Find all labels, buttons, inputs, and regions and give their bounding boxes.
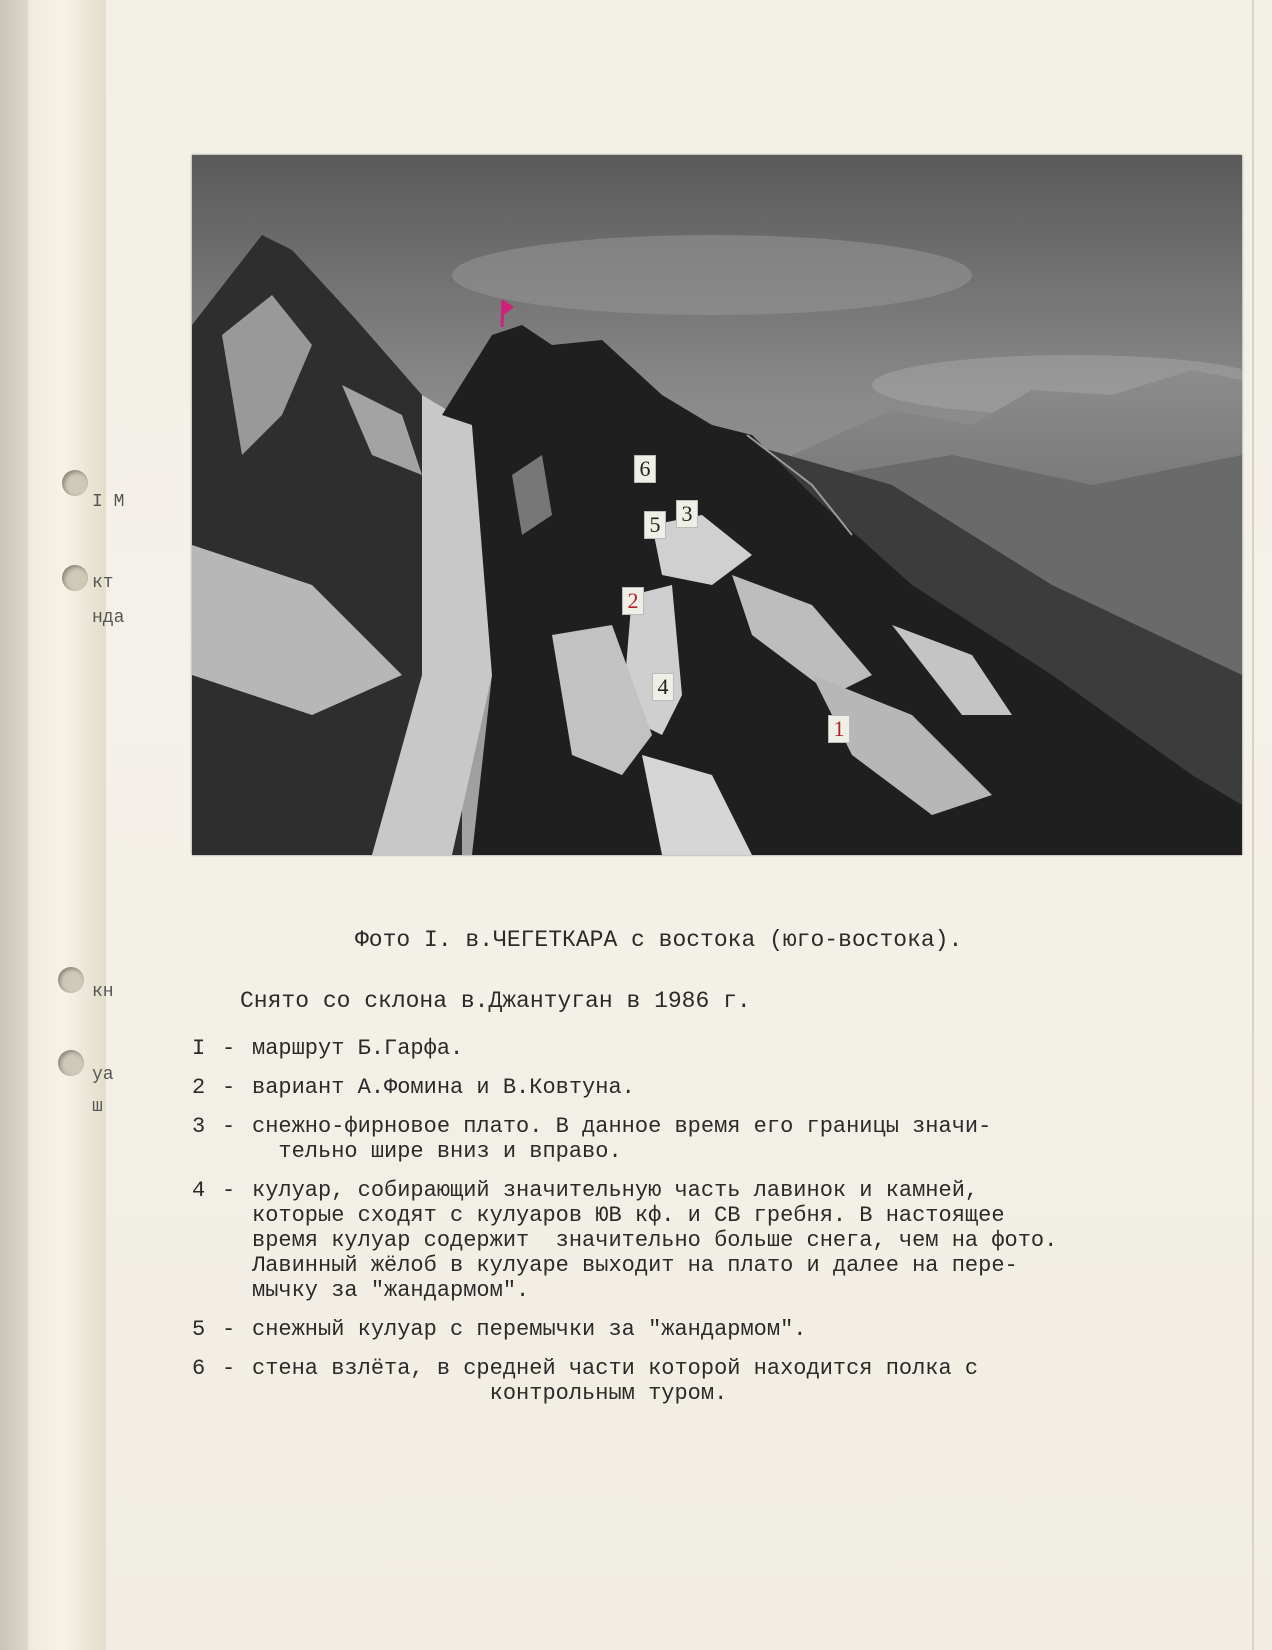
photo-caption: Фото I. в.ЧЕГЕТКАРА с востока (юго-востока). bbox=[355, 927, 963, 953]
mountain-scene bbox=[192, 155, 1242, 855]
legend-text: стена взлёта, в средней части которой находится полка с контрольным туром. bbox=[252, 1356, 979, 1406]
punch-hole bbox=[62, 565, 88, 591]
margin-fragment: кт bbox=[92, 573, 114, 593]
route-legend bbox=[192, 1036, 1192, 1420]
legend-text: снежный кулуар с перемычки за "жандармом". bbox=[252, 1317, 807, 1342]
margin-fragment: кн bbox=[92, 982, 114, 1002]
legend-item: 6 - стена взлёта, в средней части которой находится полка с контрольным туром. bbox=[192, 1356, 1192, 1406]
photo-subcaption: Снято со склона в.Джантуган в 1986 г. bbox=[240, 988, 751, 1014]
legend-item: 5 - снежный кулуар с перемычки за "жандармом". bbox=[192, 1317, 1192, 1342]
legend-text: маршрут Б.Гарфа. bbox=[252, 1036, 464, 1061]
legend-text: вариант А.Фомина и В.Ковтуна. bbox=[252, 1075, 635, 1100]
legend-text: снежно-фирновое плато. В данное время его границы значи- тельно шире вниз и вправо. bbox=[252, 1114, 992, 1164]
legend-item: 4 - кулуар, собирающий значительную часть лавинок и камней, которые сходят с кулуаров ЮВ кф. и СВ гребня. В настоящее время кулуар содержит значительно больше снега, чем на фото. Лавинный жёлоб в кулуаре выходит на плато и далее на пере- мычку за "жандармом". bbox=[192, 1178, 1192, 1303]
legend-number: 6 bbox=[192, 1356, 206, 1381]
punch-hole bbox=[62, 470, 88, 496]
legend-item: 3 - снежно-фирновое плато. В данное время его границы значи- тельно шире вниз и вправо. bbox=[192, 1114, 1192, 1164]
legend-number: 5 bbox=[192, 1317, 206, 1342]
margin-fragment: нда bbox=[92, 608, 125, 628]
mountain-photograph bbox=[192, 155, 1242, 855]
margin-fragment: I M bbox=[92, 492, 125, 512]
legend-item: 2 - вариант А.Фомина и В.Ковтуна. bbox=[192, 1075, 1192, 1100]
route-marker-2: 2 bbox=[622, 587, 644, 615]
left-page-edge bbox=[0, 0, 28, 1650]
margin-fragment: уа bbox=[92, 1065, 114, 1085]
legend-number: 2 bbox=[192, 1075, 206, 1100]
route-marker-1: 1 bbox=[828, 715, 850, 743]
legend-text: кулуар, собирающий значительную часть лавинок и камней, которые сходят с кулуаров ЮВ кф. и СВ гребня. В настоящее время кулуар содержит значительно больше снега, чем на фото. Лавинный жёлоб в кулуаре выходит на плато и далее на пере- мычку за "жандармом". bbox=[252, 1178, 1058, 1303]
route-marker-5: 5 bbox=[644, 511, 666, 539]
sheet-edge bbox=[1252, 0, 1254, 1650]
punch-hole bbox=[58, 967, 84, 993]
legend-number: 3 bbox=[192, 1114, 206, 1139]
binding-spine bbox=[28, 0, 107, 1650]
margin-fragment: ш bbox=[92, 1097, 103, 1117]
punch-hole bbox=[58, 1050, 84, 1076]
legend-number: I bbox=[192, 1036, 206, 1061]
route-marker-6: 6 bbox=[634, 455, 656, 483]
legend-number: 4 bbox=[192, 1178, 206, 1203]
route-marker-3: 3 bbox=[676, 500, 698, 528]
route-marker-4: 4 bbox=[652, 673, 674, 701]
legend-item: I - маршрут Б.Гарфа. bbox=[192, 1036, 1192, 1061]
